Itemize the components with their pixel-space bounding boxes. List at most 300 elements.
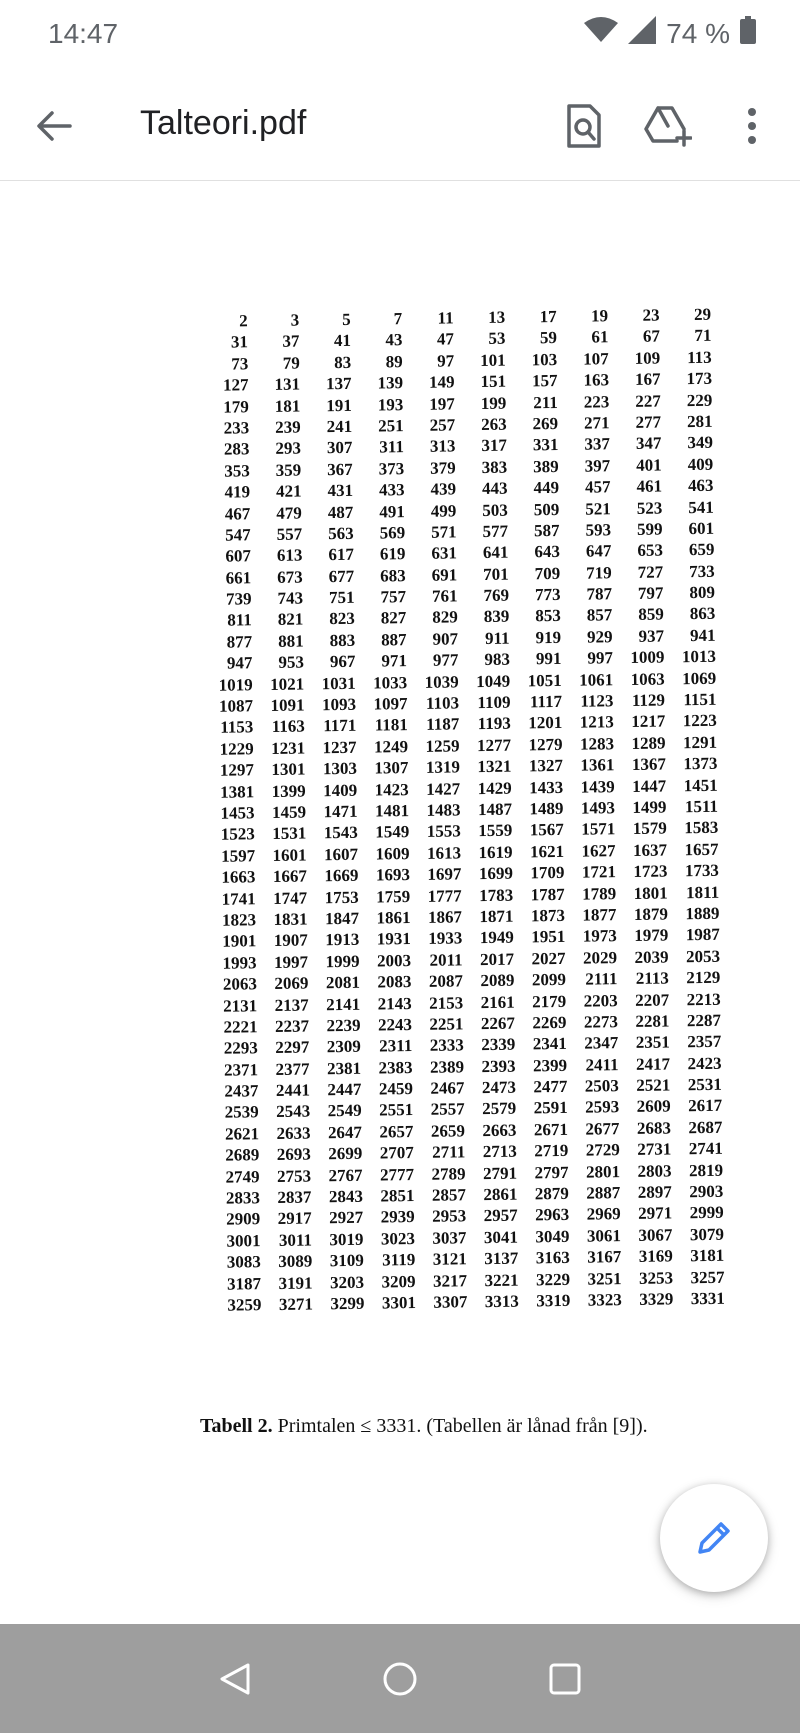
prime-cell: 3187	[226, 1273, 262, 1294]
prime-cell: 919	[535, 627, 562, 648]
prime-cell: 2141	[326, 994, 361, 1014]
prime-cell: 307	[326, 438, 353, 458]
prime-cell: 1301	[271, 759, 306, 780]
prime-cell: 1367	[631, 754, 667, 775]
prime-cell: 157	[531, 371, 558, 391]
prime-cell: 1117	[529, 691, 563, 712]
prime-cell: 2609	[636, 1096, 671, 1117]
prime-cell: 313	[429, 436, 456, 457]
prime-cell: 2621	[224, 1124, 260, 1144]
system-nav-bar	[0, 1624, 800, 1733]
prime-cell: 1523	[220, 824, 255, 845]
prime-cell: 2699	[328, 1143, 363, 1164]
prime-cell: 2003	[376, 950, 412, 971]
prime-cell: 593	[585, 520, 612, 540]
prime-cell: 3257	[690, 1267, 725, 1287]
prime-cell: 1123	[580, 691, 614, 711]
prime-cell: 2803	[637, 1161, 672, 1181]
prime-cell: 2089	[480, 970, 515, 991]
prime-cell: 2383	[378, 1057, 413, 1078]
prime-cell: 31	[230, 332, 249, 352]
prime-cell: 2539	[224, 1102, 259, 1123]
prime-cell: 2879	[534, 1183, 569, 1204]
prime-cell: 1907	[273, 930, 308, 951]
prime-cell: 523	[636, 498, 663, 518]
prime-cell: 2017	[479, 949, 515, 969]
prime-cell: 421	[275, 481, 302, 502]
prime-cell: 2311	[379, 1036, 413, 1056]
prime-cell: 1879	[633, 904, 669, 924]
prime-cell: 499	[430, 500, 457, 521]
prime-cell: 19	[590, 306, 609, 326]
prime-cell: 383	[481, 457, 508, 477]
prime-cell: 2939	[380, 1207, 415, 1227]
prime-cell: 1453	[220, 803, 255, 823]
prime-cell: 661	[225, 567, 252, 588]
prime-cell: 2731	[637, 1139, 672, 1160]
prime-cell: 1999	[325, 951, 360, 971]
prime-cell: 857	[586, 605, 613, 626]
prime-cell: 1973	[582, 926, 617, 946]
prime-cell: 331	[532, 435, 559, 455]
prime-cell: 1861	[376, 908, 411, 928]
prime-cell: 1151	[683, 689, 717, 710]
prime-cell: 461	[636, 476, 663, 496]
prime-cell: 743	[277, 588, 304, 608]
prime-cell: 41	[333, 331, 352, 351]
prime-cell: 3217	[432, 1270, 468, 1291]
search-in-document-button[interactable]	[556, 98, 612, 154]
edit-pencil-icon	[694, 1518, 734, 1558]
nav-recents-button[interactable]	[540, 1654, 590, 1704]
prime-cell: 1789	[582, 883, 617, 904]
prime-cell: 1279	[528, 734, 563, 755]
prime-cell: 3319	[536, 1290, 571, 1311]
caption-label: Tabell 2.	[200, 1415, 273, 1437]
prime-cell: 1847	[324, 908, 360, 929]
signal-icon	[628, 16, 656, 51]
prime-cell: 1951	[531, 927, 566, 947]
prime-cell: 769	[483, 585, 510, 606]
prime-cell: 617	[328, 545, 355, 565]
prime-cell: 1217	[631, 711, 666, 732]
prime-cell: 2819	[688, 1160, 724, 1180]
prime-cell: 251	[377, 416, 404, 436]
prime-cell: 1249	[373, 736, 409, 757]
prime-cell: 1319	[425, 757, 461, 778]
prime-cell: 1987	[685, 925, 720, 945]
prime-cell: 1187	[426, 714, 460, 735]
prime-cell: 1483	[426, 800, 461, 820]
prime-cell: 1721	[581, 862, 617, 882]
prime-cell: 2753	[276, 1166, 312, 1186]
prime-cell: 1871	[479, 906, 514, 927]
prime-cell: 367	[327, 459, 353, 479]
prime-cell: 3089	[278, 1251, 313, 1272]
prime-cell: 1913	[325, 930, 360, 950]
prime-cell: 3331	[690, 1288, 725, 1309]
prime-cell: 1019	[218, 674, 253, 695]
prime-cell: 1619	[478, 842, 513, 862]
prime-cell: 2749	[225, 1166, 260, 1187]
prime-cell: 1669	[324, 865, 359, 886]
prime-cell: 3041	[483, 1227, 519, 1247]
prime-cell: 109	[634, 348, 661, 368]
prime-cell: 2	[239, 311, 248, 331]
prime-cell: 107	[583, 349, 609, 369]
prime-cell: 1303	[322, 759, 358, 779]
prime-cell: 2593	[585, 1097, 620, 1118]
prime-cell: 2063	[222, 974, 258, 994]
prime-cell: 1823	[221, 910, 257, 930]
prime-cell: 1597	[220, 845, 256, 866]
prime-cell: 1229	[219, 739, 254, 759]
prime-cell: 3163	[535, 1248, 570, 1268]
prime-cell: 2269	[532, 1012, 567, 1033]
back-button[interactable]	[30, 102, 78, 150]
document-title: Talteori.pdf	[140, 104, 307, 142]
prime-cell: 3137	[484, 1248, 519, 1269]
nav-home-button[interactable]	[375, 1654, 425, 1704]
prime-cell: 2113	[635, 968, 669, 989]
prime-cell: 2399	[532, 1055, 568, 1076]
prime-cell: 191	[326, 395, 352, 415]
prime-cell: 1733	[684, 860, 719, 881]
prime-cell: 293	[275, 438, 302, 459]
prime-cell: 2221	[223, 1017, 258, 1037]
prime-cell: 2777	[379, 1164, 415, 1185]
prime-cell: 877	[226, 632, 253, 652]
prime-cell: 997	[587, 648, 614, 668]
prime-cell: 2027	[531, 948, 566, 969]
prime-cell: 1663	[221, 867, 256, 887]
prime-cell: 3049	[535, 1226, 570, 1247]
prime-cell: 1493	[580, 798, 616, 818]
status-bar	[0, 0, 800, 70]
search-in-document-icon	[566, 104, 602, 148]
prime-cell: 701	[483, 564, 509, 584]
prime-cell: 1231	[270, 738, 306, 758]
prime-cell: 811	[227, 610, 252, 631]
prime-cell: 1447	[632, 776, 667, 796]
prime-cell: 151	[480, 371, 507, 392]
prime-cell: 787	[586, 584, 613, 604]
prime-cell: 73	[231, 354, 249, 374]
prime-cell: 127	[222, 375, 249, 395]
prime-cell: 2297	[275, 1037, 310, 1058]
prime-cell: 3019	[329, 1229, 364, 1250]
prime-cell: 2647	[327, 1122, 363, 1143]
prime-cell: 2243	[377, 1014, 413, 1035]
prime-cell: 1163	[271, 716, 305, 737]
prime-cell: 179	[223, 396, 249, 417]
prime-cell: 1237	[322, 737, 357, 758]
prime-cell: 2111	[585, 969, 618, 989]
prime-cell: 2179	[532, 991, 567, 1011]
prime-cell: 2633	[276, 1123, 311, 1143]
prime-cell: 3299	[330, 1293, 365, 1314]
prime-cell: 193	[377, 394, 404, 415]
prime-cell: 353	[224, 461, 250, 481]
prime-cell: 281	[686, 411, 713, 432]
prime-cell: 1993	[222, 952, 257, 973]
prime-cell: 2671	[533, 1119, 569, 1140]
prime-cell: 677	[328, 566, 355, 586]
prime-cell: 1709	[530, 863, 565, 883]
prime-cell: 547	[224, 525, 251, 545]
prime-cell: 2617	[688, 1096, 723, 1116]
prime-cell: 443	[481, 478, 508, 499]
prime-cell: 1873	[530, 905, 566, 926]
prime-cell: 223	[583, 391, 610, 412]
prime-cell: 3067	[638, 1225, 673, 1245]
table-caption	[200, 1415, 648, 1438]
prime-cell: 1579	[632, 818, 667, 839]
prime-cell: 337	[584, 434, 611, 454]
prime-cell: 1427	[426, 778, 461, 799]
prime-cell: 821	[277, 610, 304, 630]
prime-cell: 733	[689, 561, 715, 581]
prime-cell: 1499	[632, 797, 667, 817]
prime-cell: 2861	[483, 1184, 518, 1205]
prime-cell: 2767	[328, 1165, 363, 1185]
prime-cell: 571	[430, 522, 457, 542]
prime-cell: 1097	[373, 694, 408, 714]
prime-cell: 2351	[635, 1032, 670, 1053]
prime-cell: 1193	[477, 714, 511, 734]
prime-cell: 1327	[528, 756, 564, 776]
prime-cell: 271	[583, 413, 610, 433]
prime-cell: 3301	[381, 1292, 416, 1313]
prime-cell: 1321	[477, 756, 512, 777]
prime-cell: 2083	[377, 972, 412, 992]
prime-cell: 2851	[380, 1186, 415, 1206]
prime-cell: 67	[642, 326, 661, 347]
prime-cell: 1031	[321, 673, 356, 693]
prime-cell: 349	[687, 433, 714, 453]
nav-back-button[interactable]	[210, 1654, 260, 1704]
arrow-back-icon	[36, 110, 72, 142]
prime-cell: 229	[686, 390, 713, 410]
prime-cell: 2969	[586, 1204, 621, 1225]
prime-cell: 1259	[425, 736, 460, 756]
prime-cell: 113	[687, 347, 712, 367]
prime-cell: 1093	[321, 694, 357, 715]
battery-icon	[740, 16, 756, 51]
prime-cell: 1399	[271, 781, 306, 801]
prime-cell: 1423	[374, 779, 409, 800]
prime-cell: 47	[436, 329, 455, 350]
prime-cell: 1553	[426, 821, 461, 842]
prime-cell: 1381	[220, 781, 255, 802]
edit-fab-button[interactable]	[660, 1484, 768, 1592]
prime-cell: 809	[689, 582, 716, 603]
prime-cell: 1429	[477, 778, 512, 798]
prime-cell: 853	[535, 606, 561, 626]
prime-cell: 2293	[223, 1038, 258, 1058]
prime-cell: 199	[480, 393, 507, 413]
prime-cell: 1543	[323, 823, 358, 843]
app-bar-actions	[556, 98, 780, 154]
prime-cell: 2663	[482, 1120, 517, 1140]
prime-cell: 379	[430, 458, 456, 478]
prime-cell: 953	[278, 652, 305, 673]
prime-cell: 3209	[381, 1271, 416, 1292]
prime-cell: 2909	[226, 1209, 261, 1230]
prime-cell: 1033	[373, 672, 408, 693]
prime-cell: 449	[533, 478, 560, 498]
prime-cell: 2347	[584, 1033, 619, 1053]
prime-cell: 3251	[587, 1268, 622, 1289]
prime-cell: 1013	[681, 647, 717, 667]
prime-cell: 2707	[379, 1143, 414, 1163]
prime-cell: 311	[379, 437, 405, 457]
prime-cell: 317	[481, 436, 508, 456]
prime-cell: 1783	[479, 885, 514, 905]
prime-cell: 577	[482, 521, 509, 541]
prime-cell: 2551	[379, 1100, 414, 1120]
prime-cell: 2417	[635, 1054, 671, 1074]
prime-cell: 653	[637, 540, 664, 561]
prime-cell: 3169	[638, 1246, 673, 1267]
prime-cell: 1459	[271, 802, 307, 822]
prime-cell: 43	[385, 330, 403, 350]
prime-cell: 2557	[430, 1099, 465, 1120]
prime-cell: 2341	[532, 1034, 567, 1054]
prime-cell: 991	[535, 649, 562, 669]
prime-cell: 647	[585, 541, 612, 561]
prime-cell: 1801	[633, 883, 668, 903]
prime-cell: 1613	[426, 843, 462, 863]
prime-cell: 1511	[684, 796, 719, 817]
prime-cell: 3323	[587, 1290, 622, 1310]
prime-cell: 1201	[528, 713, 563, 733]
prime-cell: 937	[638, 626, 665, 646]
prime-cell: 607	[225, 546, 252, 566]
prime-cell: 797	[637, 583, 664, 603]
prime-cell: 947	[226, 653, 253, 673]
prime-cell: 3271	[278, 1294, 314, 1314]
prime-cell: 3167	[587, 1247, 622, 1267]
prime-cell: 2963	[535, 1205, 570, 1225]
prime-cell: 2999	[689, 1203, 724, 1223]
prime-cell: 1637	[632, 840, 668, 860]
prime-cell: 2203	[583, 990, 618, 1011]
prime-cell: 941	[689, 625, 716, 645]
prime-cell: 1109	[477, 692, 511, 713]
prime-cell: 2917	[277, 1208, 312, 1229]
prime-cell: 491	[379, 501, 405, 521]
prime-cell: 757	[380, 587, 407, 607]
prime-cell: 2287	[686, 1010, 722, 1031]
prime-cell: 263	[480, 414, 507, 434]
pdf-page[interactable]	[0, 181, 800, 1624]
prime-cell: 1741	[221, 888, 256, 909]
prime-cell: 401	[636, 455, 662, 475]
prime-cell: 683	[380, 565, 406, 586]
prime-cell: 839	[483, 607, 510, 627]
prime-cell: 1759	[376, 886, 411, 907]
prime-cell: 3307	[433, 1292, 468, 1312]
prime-cell: 2927	[329, 1208, 364, 1228]
prime-cell: 1627	[581, 840, 616, 861]
prime-cell: 211	[533, 392, 558, 412]
prime-cell: 541	[688, 497, 714, 517]
prime-cell: 53	[488, 329, 506, 349]
prime-cell: 751	[328, 587, 355, 608]
prime-cell: 587	[533, 520, 560, 541]
prime-cell: 2857	[431, 1185, 466, 1205]
prime-cell: 1559	[478, 821, 513, 841]
prime-cell: 2971	[638, 1203, 673, 1224]
prime-cell: 1051	[527, 670, 562, 691]
prime-cell: 3011	[278, 1230, 313, 1250]
prime-cell: 2411	[585, 1054, 619, 1075]
prime-cell: 521	[585, 498, 611, 519]
prime-cell: 2837	[277, 1187, 312, 1207]
prime-cell: 1997	[273, 952, 309, 972]
prime-cell: 101	[480, 350, 506, 370]
prime-cell: 479	[276, 503, 302, 523]
prime-cell: 2371	[223, 1059, 259, 1080]
prime-cell: 97	[437, 351, 455, 371]
more-options-button[interactable]	[724, 98, 780, 154]
prime-cell: 2797	[534, 1162, 569, 1182]
prime-cell: 283	[223, 439, 250, 459]
prime-cell: 709	[534, 563, 561, 583]
prime-cell: 2543	[276, 1101, 311, 1122]
prime-cell: 641	[482, 542, 509, 563]
prime-cell: 971	[381, 651, 408, 671]
prime-cell: 2791	[482, 1163, 518, 1183]
prime-cell: 347	[635, 433, 662, 454]
prime-cell: 2789	[431, 1163, 466, 1184]
add-to-drive-button[interactable]	[640, 98, 696, 154]
prime-cell: 2729	[585, 1140, 620, 1160]
prime-cell: 197	[429, 393, 455, 414]
prime-cell: 509	[533, 499, 560, 519]
prime-cell: 181	[274, 396, 301, 416]
prime-cell: 929	[586, 627, 613, 647]
prime-cell: 3253	[638, 1268, 674, 1288]
prime-cell: 1877	[582, 905, 617, 925]
prime-cell: 1723	[633, 861, 668, 882]
prime-cell: 23	[642, 305, 660, 325]
prime-cell: 1103	[425, 693, 460, 713]
prime-cell: 1607	[323, 844, 359, 865]
prime-cell: 1039	[424, 672, 459, 692]
prime-cell: 1657	[684, 839, 719, 859]
battery-percent: 74 %	[666, 17, 730, 49]
prime-cell: 1409	[323, 780, 358, 800]
prime-cell: 37	[282, 331, 300, 352]
prime-cell: 2687	[688, 1117, 723, 1138]
prime-cell: 1481	[374, 801, 410, 821]
prime-cell: 3109	[329, 1250, 364, 1271]
prime-cell: 1487	[477, 799, 513, 820]
prime-cell: 467	[224, 503, 251, 524]
prime-cell: 643	[534, 542, 561, 562]
prime-cell: 1567	[529, 820, 564, 840]
prime-cell: 17	[539, 306, 557, 327]
prime-cell: 233	[223, 418, 250, 438]
prime-cell: 977	[432, 650, 459, 670]
prime-cell: 2377	[275, 1059, 310, 1079]
prime-cell: 2039	[634, 947, 669, 967]
prime-cell: 2801	[585, 1161, 621, 1182]
prime-cell: 3221	[484, 1270, 519, 1290]
prime-cell: 1471	[323, 801, 358, 822]
